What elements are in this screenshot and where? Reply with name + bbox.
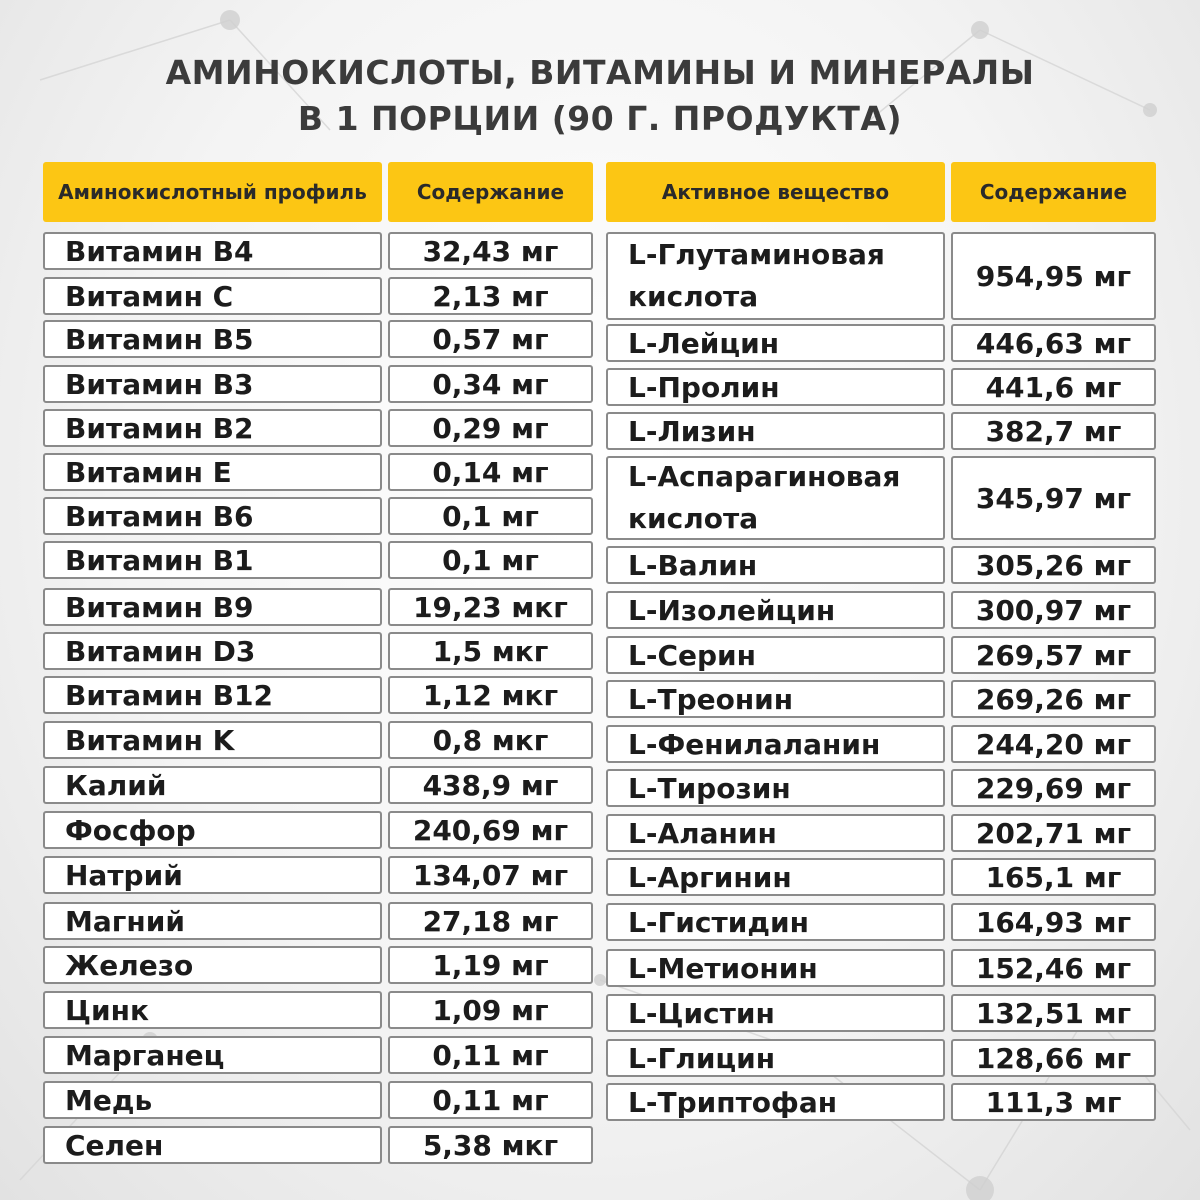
right-row-value: 300,97 мг: [951, 591, 1156, 629]
right-header-content: Содержание: [951, 162, 1156, 222]
right-row-value: 382,7 мг: [951, 412, 1156, 450]
left-row-name: Витамин B1: [43, 541, 382, 579]
left-row-name: Железо: [43, 946, 382, 984]
left-row-name: Витамин B5: [43, 320, 382, 358]
right-row-name: L-Лейцин: [606, 324, 945, 362]
right-row-value: 165,1 мг: [951, 858, 1156, 896]
left-row-name: Витамин B9: [43, 588, 382, 626]
left-row-value: 5,38 мкг: [388, 1126, 593, 1164]
left-row-value: 0,11 мг: [388, 1036, 593, 1074]
right-row-name: L-Аргинин: [606, 858, 945, 896]
right-row-name: L-Фенилаланин: [606, 725, 945, 763]
right-row-name: L-Тирозин: [606, 769, 945, 807]
right-row-name: L-Цистин: [606, 994, 945, 1032]
right-row-value: 152,46 мг: [951, 949, 1156, 987]
left-row-value: 32,43 мг: [388, 232, 593, 270]
left-row-name: Витамин D3: [43, 632, 382, 670]
left-row-value: 0,1 мг: [388, 541, 593, 579]
right-row-name: L-Метионин: [606, 949, 945, 987]
page-title: [0, 50, 1200, 142]
left-row-value: 1,5 мкг: [388, 632, 593, 670]
left-row-name: Фосфор: [43, 811, 382, 849]
right-row-value: 164,93 мг: [951, 903, 1156, 941]
right-row-name: L-Треонин: [606, 680, 945, 718]
left-row-name: Витамин B2: [43, 409, 382, 447]
right-row-name: L-Глутаминовая кислота: [606, 232, 945, 320]
right-row-value: 229,69 мг: [951, 769, 1156, 807]
left-row-name: Натрий: [43, 856, 382, 894]
right-row-value: 441,6 мг: [951, 368, 1156, 406]
left-row-name: Цинк: [43, 991, 382, 1029]
right-row-value: 202,71 мг: [951, 814, 1156, 852]
left-row-name: Витамин B3: [43, 365, 382, 403]
right-row-value: 111,3 мг: [951, 1083, 1156, 1121]
right-row-name: L-Изолейцин: [606, 591, 945, 629]
right-row-value: 954,95 мг: [951, 232, 1156, 320]
right-row-name: L-Пролин: [606, 368, 945, 406]
right-row-name: L-Лизин: [606, 412, 945, 450]
title-line-1: АМИНОКИСЛОТЫ, ВИТАМИНЫ И МИНЕРАЛЫ: [165, 53, 1035, 92]
right-row-value: 305,26 мг: [951, 546, 1156, 584]
left-row-name: Калий: [43, 766, 382, 804]
right-row-name: L-Валин: [606, 546, 945, 584]
left-row-value: 0,8 мкг: [388, 721, 593, 759]
left-row-value: 438,9 мг: [388, 766, 593, 804]
right-row-value: 244,20 мг: [951, 725, 1156, 763]
left-row-name: Витамин B6: [43, 497, 382, 535]
left-row-value: 19,23 мкг: [388, 588, 593, 626]
left-header-content: Содержание: [388, 162, 593, 222]
left-row-value: 0,1 мг: [388, 497, 593, 535]
left-row-name: Витамин B12: [43, 676, 382, 714]
left-row-name: Витамин E: [43, 453, 382, 491]
right-row-value: 269,26 мг: [951, 680, 1156, 718]
right-row-value: 128,66 мг: [951, 1039, 1156, 1077]
right-row-value: 269,57 мг: [951, 636, 1156, 674]
left-row-name: Магний: [43, 902, 382, 940]
left-row-name: Медь: [43, 1081, 382, 1119]
right-row-name: L-Аланин: [606, 814, 945, 852]
left-row-value: 0,57 мг: [388, 320, 593, 358]
right-row-value: 132,51 мг: [951, 994, 1156, 1032]
right-row-name: L-Триптофан: [606, 1083, 945, 1121]
right-header-substance: Активное вещество: [606, 162, 945, 222]
left-row-value: 1,19 мг: [388, 946, 593, 984]
left-row-value: 240,69 мг: [388, 811, 593, 849]
title-line-2: В 1 ПОРЦИИ (90 Г. ПРОДУКТА): [297, 99, 903, 138]
left-row-value: 0,34 мг: [388, 365, 593, 403]
right-row-name: L-Гистидин: [606, 903, 945, 941]
left-row-value: 0,11 мг: [388, 1081, 593, 1119]
right-row-value: 446,63 мг: [951, 324, 1156, 362]
left-row-value: 2,13 мг: [388, 277, 593, 315]
right-row-name: L-Аспарагиновая кислота: [606, 456, 945, 540]
left-row-name: Селен: [43, 1126, 382, 1164]
left-row-value: 0,14 мг: [388, 453, 593, 491]
left-row-value: 27,18 мг: [388, 902, 593, 940]
left-row-name: Витамин B4: [43, 232, 382, 270]
right-row-name: L-Глицин: [606, 1039, 945, 1077]
left-row-value: 0,29 мг: [388, 409, 593, 447]
right-row-value: 345,97 мг: [951, 456, 1156, 540]
right-row-name: L-Серин: [606, 636, 945, 674]
left-header-profile: Аминокислотный профиль: [43, 162, 382, 222]
left-row-value: 1,12 мкг: [388, 676, 593, 714]
left-row-name: Витамин C: [43, 277, 382, 315]
left-row-name: Витамин K: [43, 721, 382, 759]
left-row-value: 134,07 мг: [388, 856, 593, 894]
left-row-value: 1,09 мг: [388, 991, 593, 1029]
left-row-name: Марганец: [43, 1036, 382, 1074]
